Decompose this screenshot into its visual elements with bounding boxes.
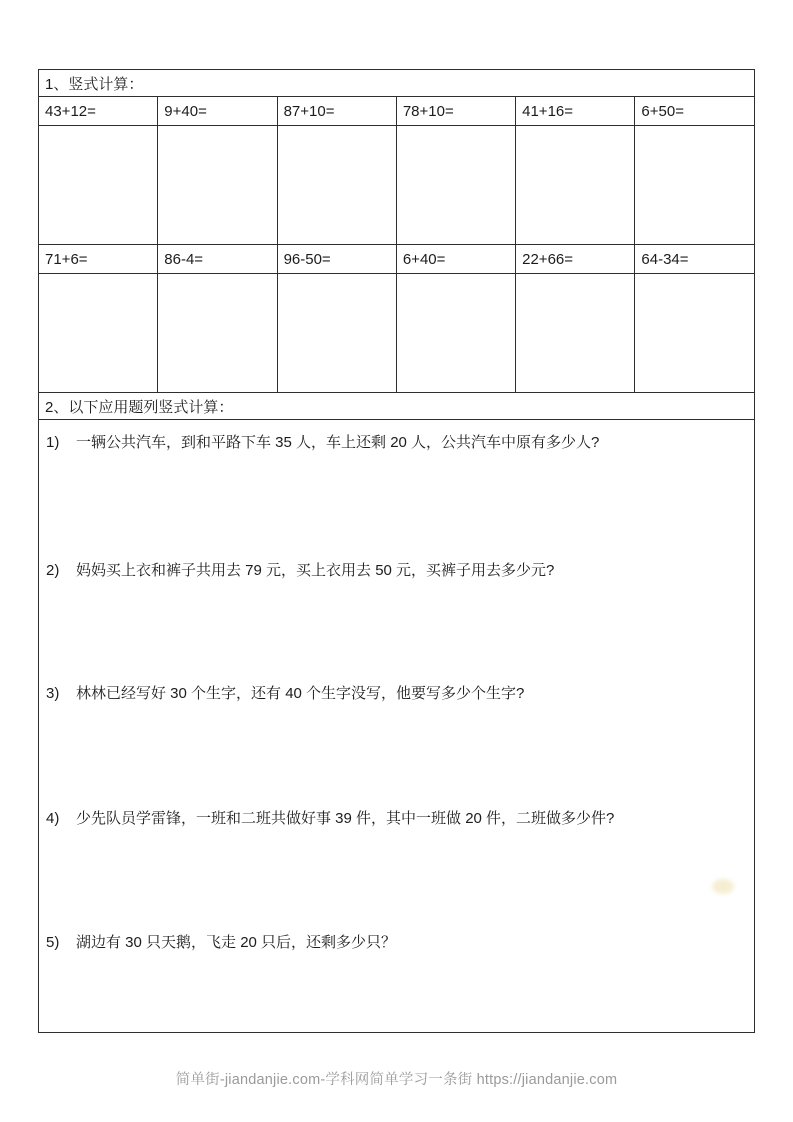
word-problem-3 [46, 683, 746, 704]
calc-problem: 96-50= [277, 245, 396, 274]
word-problem-text: 林林已经写好 30 个生字，还有 40 个生字没写，他要写多少个生字? [76, 685, 525, 702]
word-problems-row [39, 420, 755, 1033]
math-worksheet-table [38, 69, 755, 1033]
workspace-cell [277, 126, 396, 245]
word-problem-number: 3) [46, 685, 60, 702]
word-problem-number: 5) [46, 934, 60, 951]
workspace-cell [39, 126, 158, 245]
word-problem-1 [46, 432, 746, 453]
section2-header-row [39, 393, 755, 420]
workspace-cell [516, 126, 635, 245]
word-problem-2 [46, 560, 746, 581]
calc-problem: 78+10= [396, 97, 515, 126]
calc-problem: 71+6= [39, 245, 158, 274]
calc-problem: 87+10= [277, 97, 396, 126]
workspace-row-2 [39, 274, 755, 393]
calc-problem: 22+66= [516, 245, 635, 274]
word-problem-number: 1) [46, 434, 60, 451]
calc-problem: 43+12= [39, 97, 158, 126]
word-problem-number: 2) [46, 562, 60, 579]
word-problem-text: 一辆公共汽车，到和平路下车 35 人，车上还剩 20 人，公共汽车中原有多少人? [76, 434, 600, 451]
calc-problems-row-1 [39, 97, 755, 126]
section2-title: 2、以下应用题列竖式计算： [39, 393, 755, 420]
word-problems-cell [39, 420, 755, 1033]
word-problem-4 [46, 808, 746, 829]
section1-header-row [39, 70, 755, 97]
calc-problem: 41+16= [516, 97, 635, 126]
calc-problem: 64-34= [635, 245, 755, 274]
section1-title: 1、竖式计算： [39, 70, 755, 97]
workspace-cell [516, 274, 635, 393]
word-problem-5 [46, 932, 746, 953]
calc-problem: 86-4= [158, 245, 277, 274]
workspace-cell [396, 274, 515, 393]
word-problem-number: 4) [46, 810, 60, 827]
word-problem-text: 妈妈买上衣和裤子共用去 79 元，买上衣用去 50 元，买裤子用去多少元? [76, 562, 555, 579]
workspace-cell [39, 274, 158, 393]
word-problem-text: 少先队员学雷锋，一班和二班共做好事 39 件，其中一班做 20 件，二班做多少件? [76, 810, 615, 827]
workspace-cell [158, 274, 277, 393]
workspace-cell [396, 126, 515, 245]
workspace-cell [635, 274, 755, 393]
workspace-cell [277, 274, 396, 393]
footer-watermark: 简单街-jiandanjie.com-学科网简单学习一条街 https://jiandanjie.com [175, 1072, 618, 1088]
word-problem-text: 湖边有 30 只天鹅，飞走 20 只后，还剩多少只？ [76, 934, 397, 951]
calc-problem: 6+50= [635, 97, 755, 126]
calc-problem: 6+40= [396, 245, 515, 274]
calc-problem: 9+40= [158, 97, 277, 126]
calc-problems-row-2 [39, 245, 755, 274]
word-problems-list [39, 420, 754, 1032]
workspace-row-1 [39, 126, 755, 245]
workspace-cell [158, 126, 277, 245]
workspace-cell [635, 126, 755, 245]
